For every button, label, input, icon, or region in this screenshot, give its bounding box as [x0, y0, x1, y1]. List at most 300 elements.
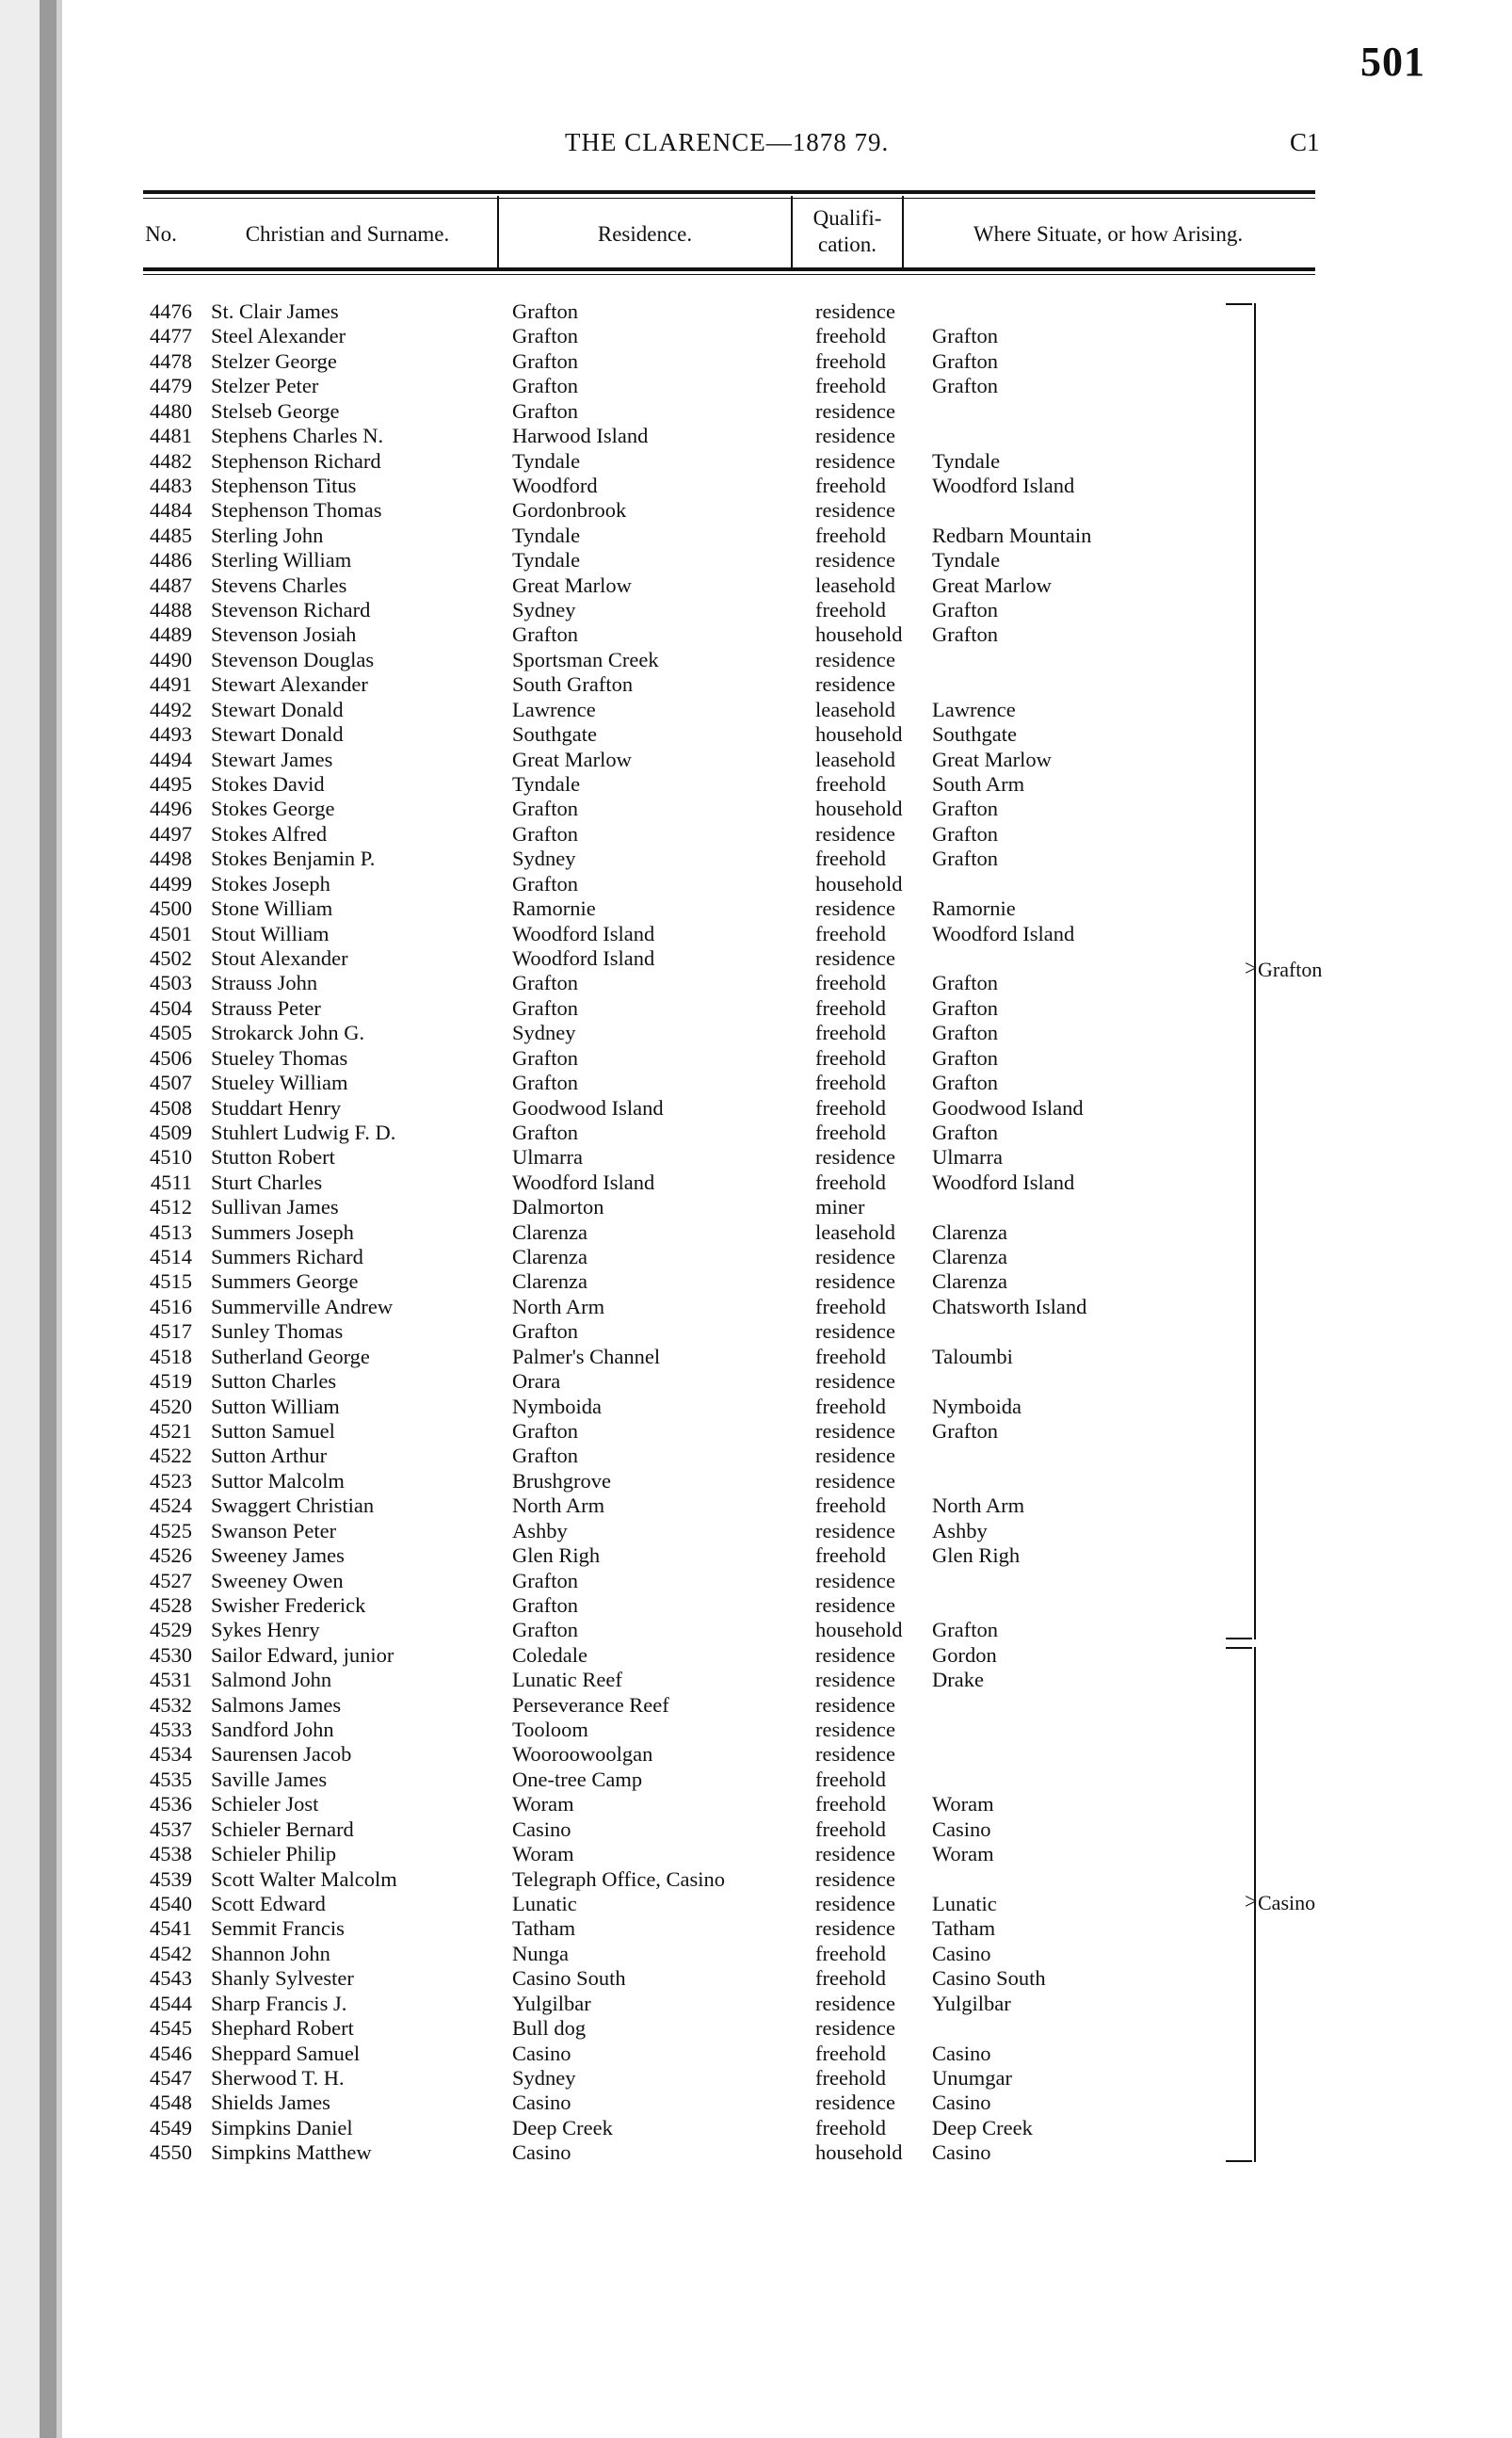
entry-name: Sweeney James [211, 1543, 345, 1568]
entry-number: 4550 [150, 2140, 192, 2165]
entry-where: Ramornie [932, 896, 1016, 921]
entry-qualification: household [815, 797, 903, 821]
entry-where: Grafton [932, 971, 998, 995]
entry-residence: Grafton [512, 1444, 578, 1468]
entry-where: Lunatic [932, 1892, 997, 1915]
entry-qualification: freehold [815, 473, 886, 497]
entry-name: Suttor Malcolm [211, 1468, 345, 1493]
table-row [0, 1643, 1512, 1668]
entry-residence: Clarenza [512, 1219, 587, 1244]
entry-number: 4519 [150, 1369, 192, 1394]
table-row [0, 1345, 1512, 1369]
entry-name: Semmit Francis [211, 1916, 345, 1941]
entry-qualification: residence [815, 1668, 895, 1692]
table-row [0, 449, 1512, 474]
entry-qualification: household [815, 622, 903, 647]
entry-number: 4497 [150, 821, 192, 846]
table-row [0, 399, 1512, 424]
entry-residence: Grafton [512, 821, 578, 846]
entry-where: Clarenza [932, 1219, 1007, 1244]
entry-qualification: freehold [815, 2065, 886, 2090]
header-qualification: Qualifi- cation. [812, 206, 882, 256]
brace-point: > [1245, 1889, 1258, 1914]
table-row [0, 1245, 1512, 1269]
entry-residence: Sydney [512, 1021, 576, 1045]
table-row [0, 1220, 1512, 1245]
table-row [0, 573, 1512, 598]
entry-number: 4537 [150, 1816, 192, 1841]
table-row [0, 1768, 1512, 1792]
entry-qualification: freehold [815, 1543, 886, 1568]
entry-qualification: leasehold [815, 573, 895, 597]
entry-residence: Woram [512, 1842, 574, 1866]
entry-name: Strokarck John G. [211, 1021, 365, 1045]
entry-residence: Grafton [512, 1418, 578, 1443]
entry-qualification: freehold [815, 1941, 886, 1965]
entry-number: 4542 [150, 1941, 192, 1965]
entry-qualification: freehold [815, 598, 886, 622]
table-row [0, 349, 1512, 374]
table-row [0, 1668, 1512, 1692]
entry-qualification: residence [815, 1842, 895, 1866]
entry-where: Grafton [932, 1618, 998, 1642]
entry-number: 4516 [150, 1294, 192, 1318]
entry-name: Stephens Charles N. [211, 424, 384, 448]
entry-number: 4496 [150, 797, 192, 821]
entry-number: 4512 [150, 1195, 192, 1219]
entry-name: Saville James [211, 1767, 328, 1791]
entry-where: South Arm [932, 772, 1025, 797]
entry-qualification: miner [815, 1195, 865, 1219]
entry-residence: Grafton [512, 324, 578, 348]
entry-residence: Ashby [512, 1518, 568, 1542]
entry-name: Stephenson Richard [211, 448, 381, 473]
entry-number: 4507 [150, 1071, 192, 1095]
entry-qualification: freehold [815, 1095, 886, 1120]
entry-name: Stueley Thomas [211, 1045, 348, 1070]
table-row [0, 2116, 1512, 2140]
table-row [0, 1295, 1512, 1319]
entry-qualification: residence [815, 1642, 895, 1667]
entry-number: 4509 [150, 1120, 192, 1144]
entry-name: Salmond John [211, 1668, 332, 1692]
entry-residence: Grafton [512, 1045, 578, 1070]
entry-number: 4521 [150, 1418, 192, 1443]
entry-residence: Grafton [512, 398, 578, 423]
entry-qualification: residence [815, 1991, 895, 2015]
entry-where: Redbarn Mountain [932, 523, 1092, 547]
entry-residence: Casino South [512, 1966, 626, 1991]
table-row [0, 1792, 1512, 1816]
table-row [0, 1096, 1512, 1121]
entry-where: Grafton [932, 821, 998, 846]
table-row [0, 1992, 1512, 2016]
entry-where: Woodford Island [932, 1170, 1075, 1194]
entry-name: Stelzer George [211, 348, 337, 373]
entry-number: 4515 [150, 1269, 192, 1294]
electoral-roll-table [0, 299, 1512, 2166]
entry-qualification: leasehold [815, 1219, 895, 1244]
table-row [0, 1742, 1512, 1767]
entry-where: Clarenza [932, 1245, 1007, 1269]
entry-name: Sunley Thomas [211, 1319, 344, 1344]
entry-where: Chatsworth Island [932, 1294, 1087, 1318]
entry-residence: Deep Creek [512, 2115, 613, 2139]
entry-number: 4514 [150, 1245, 192, 1269]
entry-qualification: leasehold [815, 697, 895, 721]
table-row [0, 1269, 1512, 1294]
entry-where: Grafton [932, 324, 998, 348]
entry-number: 4510 [150, 1145, 192, 1170]
entry-name: Sutton William [211, 1394, 340, 1418]
entry-number: 4536 [150, 1792, 192, 1816]
entry-name: Stelseb George [211, 398, 340, 423]
entry-name: Stout Alexander [211, 945, 348, 970]
entry-qualification: household [815, 2140, 903, 2165]
entry-number: 4508 [150, 1095, 192, 1120]
entry-qualification: residence [815, 1518, 895, 1542]
table-row [0, 1942, 1512, 1966]
brace-end [1226, 2160, 1252, 2162]
entry-qualification: freehold [815, 1294, 886, 1318]
column-separator [791, 196, 793, 269]
entry-residence: Sydney [512, 2065, 576, 2090]
entry-residence: Gordonbrook [512, 498, 627, 523]
entry-qualification: freehold [815, 348, 886, 373]
entry-number: 4499 [150, 871, 192, 896]
entry-name: St. Clair James [211, 299, 339, 323]
entry-name: Sandford John [211, 1718, 334, 1742]
entry-where: Ashby [932, 1518, 988, 1542]
entry-name: Steel Alexander [211, 324, 346, 348]
entry-name: Strauss Peter [211, 995, 321, 1020]
entry-qualification: freehold [815, 1394, 886, 1418]
entry-number: 4538 [150, 1842, 192, 1866]
entry-qualification: freehold [815, 1816, 886, 1841]
entry-residence: Woodford Island [512, 945, 655, 970]
entry-residence: Sydney [512, 847, 576, 871]
entry-name: Stutton Robert [211, 1145, 335, 1170]
table-row [0, 1469, 1512, 1493]
column-separator [902, 196, 904, 269]
page-number: 501 [1360, 39, 1425, 85]
entry-name: Stewart Donald [211, 697, 344, 721]
entry-qualification: freehold [815, 1021, 886, 1045]
entry-residence: Sydney [512, 598, 576, 622]
entry-where: Casino South [932, 1966, 1046, 1991]
entry-name: Sherwood T. H. [211, 2065, 345, 2090]
entry-qualification: residence [815, 299, 895, 323]
table-row [0, 872, 1512, 896]
entry-name: Stueley William [211, 1071, 348, 1095]
entry-name: Stephenson Titus [211, 473, 357, 497]
table-row [0, 1395, 1512, 1419]
entry-qualification: freehold [815, 324, 886, 348]
entry-number: 4513 [150, 1219, 192, 1244]
entry-name: Strauss John [211, 971, 318, 995]
table-row [0, 1966, 1512, 1991]
table-row [0, 1046, 1512, 1071]
entry-qualification: residence [815, 1319, 895, 1344]
entry-qualification: residence [815, 448, 895, 473]
entry-name: Stevenson Josiah [211, 622, 357, 647]
table-row [0, 1071, 1512, 1095]
entry-number: 4548 [150, 2091, 192, 2115]
entry-where: Nymboida [932, 1394, 1021, 1418]
entry-residence: Grafton [512, 1592, 578, 1617]
entry-number: 4491 [150, 672, 192, 697]
entry-qualification: freehold [815, 1045, 886, 1070]
entry-qualification: freehold [815, 2115, 886, 2139]
entry-residence: Wooroowoolgan [512, 1742, 653, 1767]
header-residence: Residence. [597, 222, 693, 246]
entry-number: 4530 [150, 1642, 192, 1667]
table-row [0, 922, 1512, 946]
entry-name: Salmons James [211, 1692, 342, 1717]
entry-residence: Lunatic [512, 1892, 577, 1915]
entry-where: Grafton [932, 797, 998, 821]
table-row [0, 748, 1512, 772]
entry-residence: Telegraph Office, Casino [512, 1866, 726, 1891]
entry-residence: Casino [512, 2140, 571, 2165]
entry-number: 4511 [150, 1170, 192, 1194]
entry-name: Shields James [211, 2091, 330, 2115]
entry-name: Schieler Philip [211, 1842, 337, 1866]
entry-where: Casino [932, 1816, 991, 1841]
entry-qualification: residence [815, 1568, 895, 1592]
entry-number: 4477 [150, 324, 192, 348]
entry-residence: Perseverance Reef [512, 1692, 669, 1717]
entry-number: 4532 [150, 1692, 192, 1717]
table-row [0, 474, 1512, 498]
entry-residence: Grafton [512, 1120, 578, 1144]
entry-where: Woram [932, 1842, 994, 1866]
entry-residence: Nymboida [512, 1394, 602, 1418]
entry-where: Deep Creek [932, 2115, 1033, 2139]
entry-qualification: freehold [815, 374, 886, 398]
entry-where: Casino [932, 2140, 991, 2165]
entry-where: Woram [932, 1792, 994, 1816]
entry-residence: Sportsman Creek [512, 647, 659, 671]
entry-number: 4478 [150, 348, 192, 373]
entry-residence: Grafton [512, 1319, 578, 1344]
entry-residence: Glen Righ [512, 1543, 601, 1568]
entry-number: 4506 [150, 1045, 192, 1070]
entry-name: Sykes Henry [211, 1618, 320, 1642]
entry-residence: Grafton [512, 871, 578, 896]
entry-where: North Arm [932, 1493, 1025, 1518]
entry-name: Stokes Joseph [211, 871, 330, 896]
entry-residence: South Grafton [512, 672, 634, 697]
entry-qualification: freehold [815, 1767, 886, 1791]
entry-number: 4481 [150, 424, 192, 448]
entry-where: Yulgilbar [932, 1991, 1011, 2015]
table-row [0, 1718, 1512, 1742]
table-row [0, 1916, 1512, 1941]
table-row [0, 2066, 1512, 2091]
entry-qualification: residence [815, 1145, 895, 1170]
table-row [0, 299, 1512, 324]
entry-where: Woodford Island [932, 473, 1075, 497]
column-separator [497, 196, 499, 269]
entry-number: 4504 [150, 995, 192, 1020]
entry-qualification: freehold [815, 772, 886, 797]
table-row [0, 1021, 1512, 1045]
entry-residence: Woram [512, 1792, 574, 1816]
brace-end [1226, 1638, 1252, 1639]
table-row [0, 524, 1512, 548]
entry-number: 4533 [150, 1718, 192, 1742]
entry-number: 4545 [150, 2016, 192, 2041]
entry-where: Grafton [932, 1071, 998, 1095]
entry-name: Stevenson Richard [211, 598, 371, 622]
entry-qualification: residence [815, 1718, 895, 1742]
entry-name: Stevens Charles [211, 573, 347, 597]
entry-number: 4483 [150, 473, 192, 497]
table-row [0, 822, 1512, 847]
entry-number: 4502 [150, 945, 192, 970]
entry-qualification: residence [815, 424, 895, 448]
entry-name: Shephard Robert [211, 2016, 354, 2041]
entry-qualification: freehold [815, 1966, 886, 1991]
entry-residence: Tyndale [512, 772, 581, 797]
entry-name: Simpkins Daniel [211, 2115, 353, 2139]
entry-qualification: freehold [815, 1071, 886, 1095]
entry-qualification: freehold [815, 847, 886, 871]
entry-name: Stokes Alfred [211, 821, 328, 846]
brace-point: > [1245, 956, 1258, 981]
entry-number: 4522 [150, 1444, 192, 1468]
brace-end [1226, 303, 1252, 305]
entry-number: 4490 [150, 647, 192, 671]
entry-number: 4505 [150, 1021, 192, 1045]
entry-where: Great Marlow [932, 573, 1052, 597]
entry-number: 4498 [150, 847, 192, 871]
table-row [0, 1817, 1512, 1842]
entry-residence: Bull dog [512, 2016, 587, 2041]
running-title: THE CLARENCE—1878 79. [565, 128, 890, 156]
entry-qualification: residence [815, 2016, 895, 2041]
table-row [0, 424, 1512, 448]
entry-name: Stewart Alexander [211, 672, 368, 697]
entry-qualification: residence [815, 498, 895, 523]
corner-mark: C1 [1290, 128, 1320, 156]
entry-where: Grafton [932, 348, 998, 373]
entry-residence: One-tree Camp [512, 1767, 643, 1791]
entry-number: 4486 [150, 548, 192, 573]
entry-number: 4485 [150, 523, 192, 547]
entry-qualification: freehold [815, 1792, 886, 1816]
entry-qualification: freehold [815, 1120, 886, 1144]
entry-where: Casino [932, 1941, 991, 1965]
entry-qualification: residence [815, 398, 895, 423]
entry-name: Sullivan James [211, 1195, 339, 1219]
entry-residence: Grafton [512, 995, 578, 1020]
entry-residence: North Arm [512, 1294, 605, 1318]
table-row [0, 598, 1512, 622]
entry-qualification: residence [815, 1916, 895, 1941]
entry-residence: Tyndale [512, 523, 581, 547]
entry-qualification: household [815, 871, 903, 896]
entry-number: 4476 [150, 299, 192, 323]
entry-name: Stokes George [211, 797, 335, 821]
entry-residence: Ramornie [512, 896, 596, 921]
entry-name: Stelzer Peter [211, 374, 319, 398]
entry-where: Lawrence [932, 697, 1016, 721]
entry-qualification: residence [815, 1692, 895, 1717]
table-row [0, 1519, 1512, 1543]
entry-number: 4503 [150, 971, 192, 995]
entry-number: 4484 [150, 498, 192, 523]
entry-number: 4501 [150, 921, 192, 945]
header-name: Christian and Surname. [245, 222, 450, 246]
entry-qualification: leasehold [815, 747, 895, 771]
entry-number: 4517 [150, 1319, 192, 1344]
entry-where: Grafton [932, 1418, 998, 1443]
entry-residence: Harwood Island [512, 424, 649, 448]
entry-number: 4495 [150, 772, 192, 797]
entry-residence: Palmer's Channel [512, 1344, 661, 1368]
entry-number: 4531 [150, 1668, 192, 1692]
table-row [0, 1693, 1512, 1718]
entry-name: Studdart Henry [211, 1095, 342, 1120]
entry-residence: Ulmarra [512, 1145, 583, 1170]
entry-name: Stewart Donald [211, 722, 344, 747]
entry-number: 4525 [150, 1518, 192, 1542]
entry-residence: Yulgilbar [512, 1991, 591, 2015]
entry-name: Shanly Sylvester [211, 1966, 354, 1991]
table-row [0, 1867, 1512, 1892]
entry-where: Drake [932, 1668, 984, 1692]
entry-name: Swaggert Christian [211, 1493, 375, 1518]
entry-number: 4546 [150, 2041, 192, 2065]
table-row [0, 324, 1512, 348]
entry-number: 4493 [150, 722, 192, 747]
table-row [0, 672, 1512, 697]
entry-residence: Grafton [512, 797, 578, 821]
entry-name: Stone William [211, 896, 333, 921]
entry-name: Summers Joseph [211, 1219, 354, 1244]
entry-number: 4543 [150, 1966, 192, 1991]
entry-residence: Orara [512, 1369, 561, 1394]
entry-qualification: freehold [815, 1170, 886, 1194]
table-row [0, 896, 1512, 921]
entry-residence: Lawrence [512, 697, 596, 721]
entry-where: Tyndale [932, 448, 1001, 473]
entry-qualification: freehold [815, 995, 886, 1020]
table-row [0, 797, 1512, 821]
entry-residence: Goodwood Island [512, 1095, 664, 1120]
entry-name: Summerville Andrew [211, 1294, 394, 1318]
entry-qualification: freehold [815, 1493, 886, 1518]
entry-number: 4480 [150, 398, 192, 423]
entry-residence: Tooloom [512, 1718, 588, 1742]
table-row [0, 2091, 1512, 2115]
table-row [0, 2140, 1512, 2165]
table-row [0, 1145, 1512, 1170]
entry-name: Sterling William [211, 548, 352, 573]
table-row [0, 648, 1512, 672]
entry-residence: Grafton [512, 348, 578, 373]
entry-residence: Grafton [512, 971, 578, 995]
entry-residence: Clarenza [512, 1245, 587, 1269]
entry-where: Grafton [932, 1120, 998, 1144]
table-row [0, 1618, 1512, 1642]
entry-residence: Grafton [512, 299, 578, 323]
entry-number: 4488 [150, 598, 192, 622]
entry-name: Sutton Charles [211, 1369, 337, 1394]
table-row [0, 698, 1512, 722]
